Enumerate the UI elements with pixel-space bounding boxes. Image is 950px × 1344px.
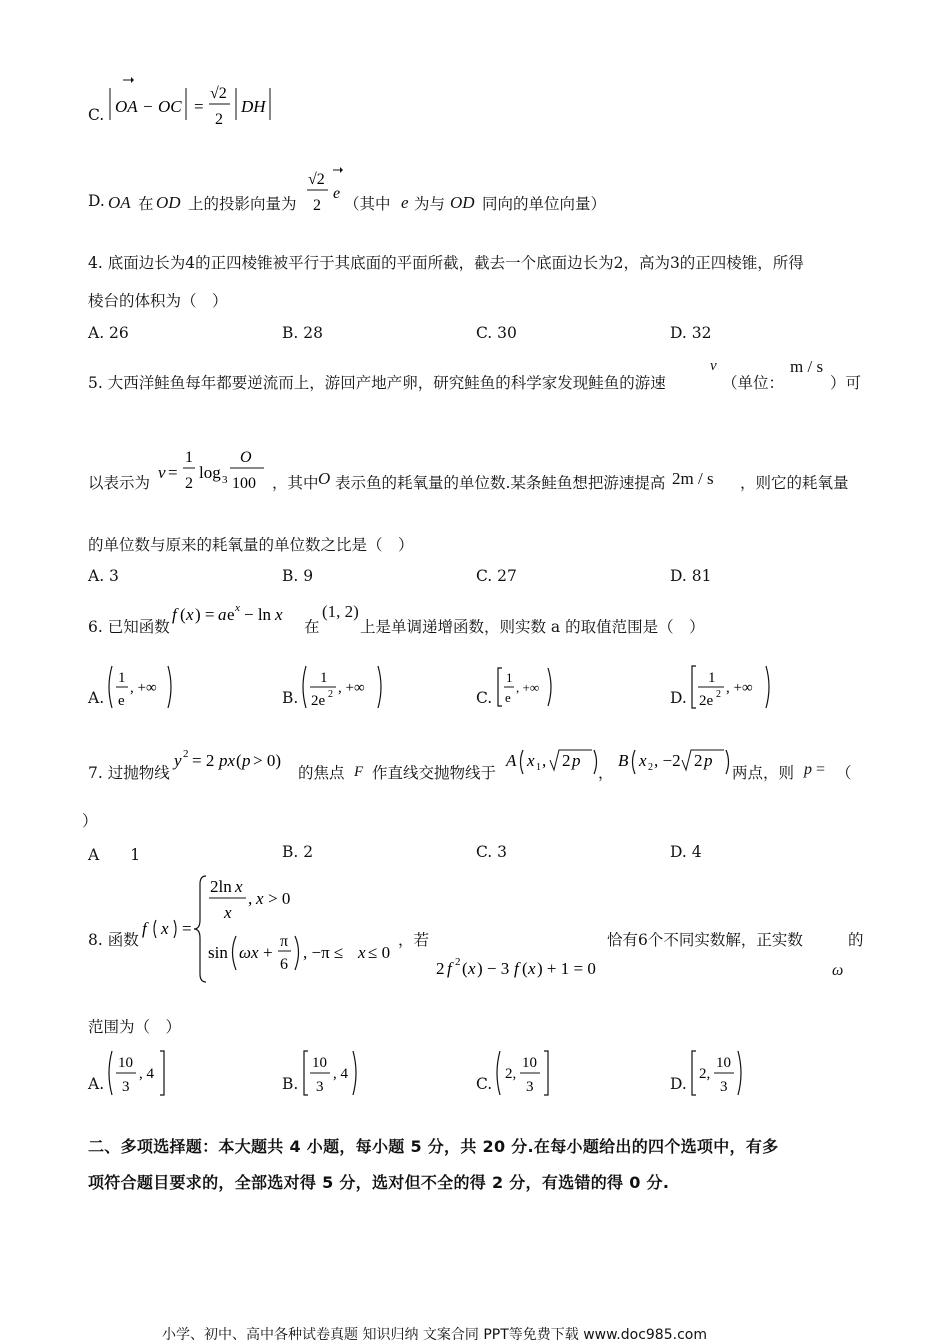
q4-stem-line1: 4. 底面边长为4的正四棱锥被平行于其底面的平面所截，截去一个底面边长为2，高为3的正四棱锥，所得 — [88, 254, 804, 272]
svg-text:ωx: ωx — [239, 943, 259, 962]
q5-option-d: D. 81 — [670, 567, 712, 585]
svg-text:f: f — [447, 959, 452, 978]
svg-text:) − 3: ) − 3 — [477, 959, 510, 978]
q7-option-d: D. 4 — [670, 843, 702, 861]
svg-text:e: e — [227, 605, 235, 624]
var-p: p = — [804, 761, 826, 778]
svg-text:1: 1 — [708, 670, 716, 686]
svg-text:x: x — [527, 751, 535, 770]
q7-parabola — [172, 746, 300, 776]
svg-text:p: p — [704, 751, 713, 770]
svg-text:2: 2 — [313, 197, 321, 214]
svg-text:=: = — [194, 97, 204, 116]
q3-c-formula — [106, 74, 306, 134]
svg-text:1: 1 — [185, 449, 193, 466]
svg-text:x: x — [186, 605, 194, 624]
q5-option-c: C. 27 — [476, 567, 517, 585]
q7-stem-mid2: 作直线交抛物线于 — [372, 764, 497, 782]
svg-text:2: 2 — [183, 748, 189, 760]
svg-text:=: = — [182, 919, 192, 938]
svg-text:π: π — [280, 933, 289, 950]
svg-text:x: x — [256, 889, 264, 908]
svg-text:OA: OA — [115, 97, 138, 116]
svg-text:√2: √2 — [308, 171, 325, 188]
svg-text:x: x — [235, 877, 243, 896]
svg-text:A: A — [506, 751, 517, 770]
svg-text:3: 3 — [122, 1079, 130, 1095]
q5-line2-mid: ，其中 — [272, 474, 319, 492]
q8-equation — [434, 954, 614, 984]
svg-text:DH: DH — [241, 97, 266, 116]
q7-option-b: B. 2 — [282, 843, 314, 861]
vector-od: OD — [450, 193, 475, 212]
q8-option-a-formula — [104, 1045, 184, 1101]
text: 同向的单位向量） — [482, 195, 607, 213]
svg-text:x: x — [358, 943, 366, 962]
svg-text:e: e — [333, 185, 341, 202]
svg-text:v: v — [158, 463, 166, 482]
svg-text:√2: √2 — [210, 85, 227, 102]
svg-text:, +∞: , +∞ — [130, 680, 157, 696]
svg-text:= 2: = 2 — [192, 751, 215, 770]
svg-text:B: B — [618, 751, 629, 770]
q7-stem-pre: 7. 过抛物线 — [88, 764, 170, 782]
text: 为与 — [414, 195, 446, 213]
svg-text:> 0: > 0 — [268, 889, 291, 908]
svg-text:,: , — [542, 751, 547, 770]
svg-text:2: 2 — [562, 751, 571, 770]
svg-text:, 4: , 4 — [139, 1066, 154, 1082]
svg-text:) =: ) = — [195, 605, 215, 624]
var-omega: ω — [832, 962, 844, 979]
q5-stem-line1: 5. 大西洋鲑鱼每年都要逆流而上，游回产地产卵，研究鲑鱼的科学家发现鲑鱼的游速 — [88, 374, 666, 392]
svg-text:3: 3 — [720, 1079, 728, 1095]
q7-stem-post: 两点，则 — [732, 764, 795, 782]
q8-stem-post: 恰有6个不同实数解，正实数 — [607, 931, 803, 949]
svg-text:x: x — [468, 959, 476, 978]
svg-text:e: e — [505, 690, 511, 705]
svg-text:, −2: , −2 — [654, 751, 681, 770]
svg-text:−: − — [143, 97, 153, 116]
svg-text:p: p — [572, 751, 581, 770]
svg-text:1: 1 — [536, 762, 541, 773]
svg-text:e: e — [118, 693, 125, 709]
page-footer: 小学、初中、高中各种试卷真题 知识归纳 文案合同 PPT等免费下载 www.doc985.com — [162, 1327, 707, 1343]
svg-text:x: x — [224, 903, 232, 922]
svg-text:2: 2 — [648, 762, 653, 773]
unit-vector-e: e — [401, 193, 409, 212]
text: （其中 — [344, 195, 391, 213]
q8-option-a-label: A. — [88, 1075, 105, 1093]
q5-speed: 2m / s — [672, 469, 714, 488]
svg-text:− ln: − ln — [244, 605, 272, 624]
q5-formula — [154, 440, 274, 496]
q5-unit-post: ）可 — [830, 374, 862, 392]
q6-option-b-formula — [298, 660, 398, 714]
q6-stem-pre: 6. 已知函数 — [88, 618, 170, 636]
q8-option-d-label: D. — [670, 1075, 687, 1093]
q7-option-c: C. 3 — [476, 843, 508, 861]
q5-line2-mid2: 表示鱼的耗氧量的单位数.某条鲑鱼想把游速提高 — [335, 474, 666, 492]
q6-stem-mid: 在 — [304, 618, 320, 636]
svg-text:OC: OC — [158, 97, 182, 116]
svg-text:x: x — [639, 751, 647, 770]
q8-stem-line2: 范围为（ ） — [88, 1018, 182, 1036]
svg-text:+: + — [263, 943, 273, 962]
svg-text:3: 3 — [316, 1079, 324, 1095]
q4-stem-line2: 棱台的体积为（ ） — [88, 292, 228, 310]
q7-comma: ， — [598, 764, 614, 782]
q5-unit-pre: （单位： — [722, 374, 785, 392]
q8-option-c-label: C. — [476, 1075, 493, 1093]
q4-option-a: A. 26 — [88, 324, 129, 342]
svg-text:1: 1 — [118, 670, 126, 686]
svg-text:(: ( — [180, 605, 186, 624]
svg-text:> 0): > 0) — [253, 751, 281, 770]
q8-option-b-label: B. — [282, 1075, 299, 1093]
svg-text:) + 1 = 0: ) + 1 = 0 — [537, 959, 596, 978]
q6-interval: (1, 2) — [322, 602, 359, 621]
q8-piecewise-function — [140, 870, 402, 988]
text: 在 — [138, 195, 154, 213]
q5-line2-pre: 以表示为 — [88, 474, 151, 492]
svg-text:2: 2 — [455, 956, 461, 968]
svg-text:≤ 0: ≤ 0 — [368, 943, 391, 962]
q7-stem-mid: 的焦点 — [298, 764, 345, 782]
svg-text:f: f — [514, 959, 519, 978]
q4-option-b: B. 28 — [282, 324, 323, 342]
q4-option-d: D. 32 — [670, 324, 712, 342]
svg-text:px: px — [219, 751, 236, 770]
q8-stem-post2: 的 — [848, 931, 864, 949]
q8-stem-pre: 8. 函数 — [88, 931, 139, 949]
svg-text:, 4: , 4 — [333, 1066, 348, 1082]
svg-text:2ln: 2ln — [210, 877, 232, 896]
svg-text:x: x — [528, 959, 536, 978]
svg-text:2: 2 — [328, 689, 333, 700]
svg-text:(: ( — [462, 959, 468, 978]
svg-text:,: , — [248, 889, 253, 908]
svg-text:2,: 2, — [699, 1066, 711, 1082]
svg-text:(: ( — [236, 751, 242, 770]
option-label: D. — [88, 192, 105, 210]
q3-option-d — [88, 160, 648, 220]
q7-paren-close: ） — [82, 812, 98, 830]
q6-option-d-label: D. — [670, 689, 687, 707]
q5-unit: m / s — [790, 357, 824, 376]
svg-text:, +∞: , +∞ — [338, 680, 365, 696]
svg-text:1: 1 — [506, 670, 513, 685]
svg-text:2: 2 — [215, 111, 223, 128]
q6-stem-post: 上是单调递增函数，则实数 a 的取值范围是（ ） — [360, 618, 705, 636]
svg-text:O: O — [240, 449, 252, 466]
svg-text:10: 10 — [522, 1055, 537, 1071]
svg-text:a: a — [218, 605, 227, 624]
section2-line2: 项符合题目要求的，全部选对得 5 分，选对但不全的得 2 分，有选错的得 0 分. — [88, 1173, 670, 1192]
svg-text:1: 1 — [320, 670, 328, 686]
option-label: C. — [88, 106, 105, 124]
q7-point-b — [616, 744, 736, 780]
text: 上的投影向量为 — [188, 195, 297, 213]
q8-stem-mid: ，若 — [398, 931, 430, 949]
svg-text:x: x — [275, 605, 283, 624]
vector-oa: OA — [108, 193, 131, 212]
svg-text:3: 3 — [526, 1079, 534, 1095]
svg-text:2,: 2, — [505, 1066, 517, 1082]
q6-function — [170, 600, 306, 630]
svg-text:(: ( — [522, 959, 528, 978]
q8-option-d-formula — [686, 1045, 766, 1101]
q6-option-c-label: C. — [476, 689, 493, 707]
q6-option-b-label: B. — [282, 689, 299, 707]
q5-line2-post: ，则它的耗氧量 — [740, 474, 849, 492]
svg-text:f: f — [172, 605, 177, 624]
var-v: v — [710, 358, 717, 374]
svg-text:, +∞: , +∞ — [726, 680, 753, 696]
svg-text:2: 2 — [716, 689, 721, 700]
var-o: O — [318, 469, 331, 488]
svg-text:log: log — [199, 463, 221, 482]
svg-text:p: p — [242, 751, 251, 770]
q6-option-a-label: A. — [88, 689, 105, 707]
svg-text:f: f — [142, 919, 147, 938]
q5-stem-line3: 的单位数与原来的耗氧量的单位数之比是（ ） — [88, 536, 414, 554]
svg-text:2: 2 — [694, 751, 703, 770]
vector-od: OD — [156, 193, 181, 212]
svg-text:3: 3 — [222, 474, 228, 486]
q6-option-c-formula — [492, 660, 562, 714]
svg-text:10: 10 — [716, 1055, 731, 1071]
q3-d-formula — [304, 162, 344, 218]
section2-line1: 二、多项选择题：本大题共 4 小题，每小题 5 分，共 20 分.在每小题给出的四个选项中，有多 — [88, 1137, 779, 1156]
focus-f: F — [354, 764, 364, 780]
svg-text:, −π ≤: , −π ≤ — [303, 943, 344, 962]
q6-option-d-formula — [686, 660, 786, 714]
svg-text:y: y — [174, 751, 182, 770]
svg-text:, +∞: , +∞ — [516, 680, 540, 695]
svg-text:6: 6 — [280, 956, 288, 973]
q5-option-a: A. 3 — [88, 567, 119, 585]
svg-text:sin: sin — [208, 943, 228, 962]
q8-option-b-formula — [298, 1045, 378, 1101]
svg-text:10: 10 — [118, 1055, 133, 1071]
q7-option-a: A 1 — [88, 846, 141, 864]
q8-option-c-formula — [492, 1045, 572, 1101]
svg-text:100: 100 — [232, 475, 256, 492]
q6-option-a-formula — [104, 660, 184, 714]
svg-text:x: x — [235, 602, 240, 614]
q7-paren-open: （ — [836, 764, 852, 782]
svg-text:2e: 2e — [699, 693, 714, 709]
svg-text:=: = — [168, 463, 178, 482]
svg-text:2: 2 — [185, 475, 193, 492]
svg-text:x: x — [161, 919, 169, 938]
q5-option-b: B. 9 — [282, 567, 314, 585]
svg-text:10: 10 — [312, 1055, 327, 1071]
q4-option-c: C. 30 — [476, 324, 517, 342]
svg-text:2: 2 — [436, 959, 445, 978]
svg-text:2e: 2e — [311, 693, 326, 709]
